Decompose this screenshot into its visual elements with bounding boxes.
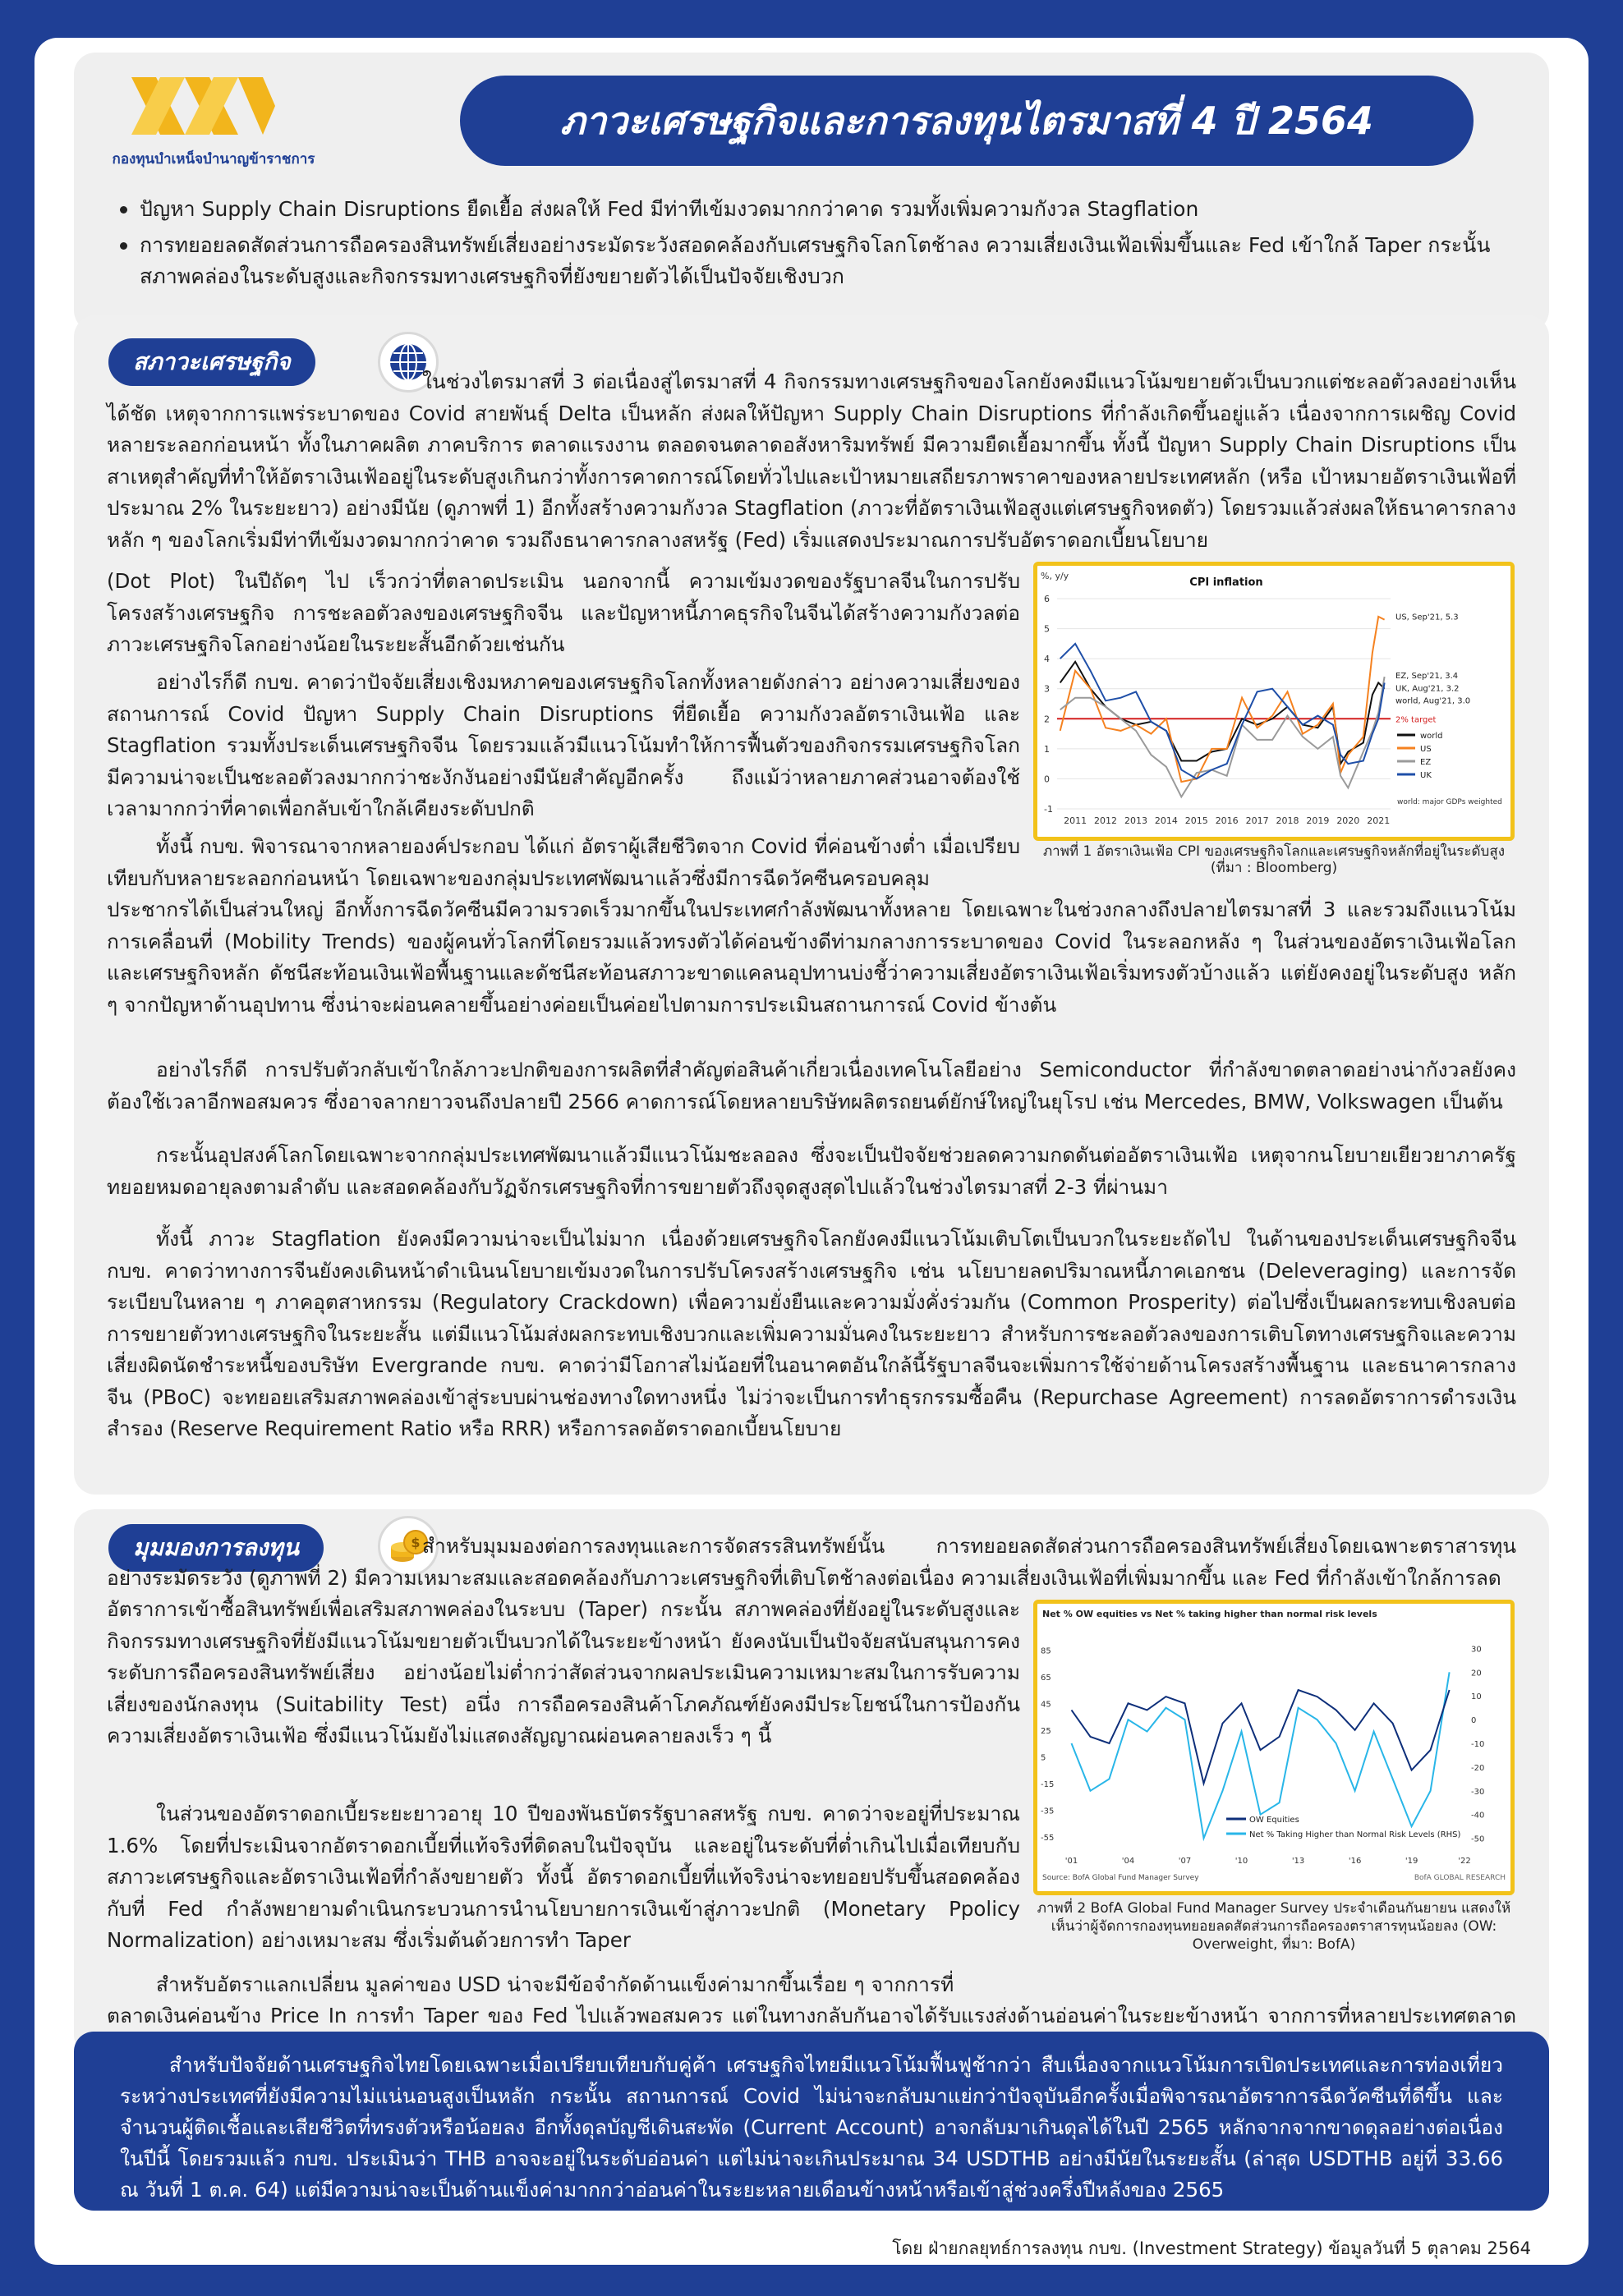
chart2-ytick-left: 45 xyxy=(1041,1700,1051,1710)
highlight-item: ปัญหา Supply Chain Disruptions ยืดเยื้อ ส่งผลให้ Fed มีท่าทีเข้มงวดมากกว่าคาด รวมทั้งเพิ่มความกังวล Stagflation xyxy=(117,194,1529,225)
chart2-ytick-left: 25 xyxy=(1041,1726,1051,1736)
investment-section xyxy=(74,1509,1549,2056)
chart2-ytick-right: -50 xyxy=(1471,1835,1485,1844)
economy-paragraph-3b: ประชากรได้เป็นส่วนใหญ่ อีกทั้งการฉีดวัคซีนมีความรวดเร็วมากขึ้นในประเทศกำลังพัฒนาทั้งหลาย โดยเฉพาะในช่วงกลางถึงปลายไตรมาสที่ 3 และรวมถึงแนวโน้มการเคลื่อนที่ (Mobility Trends) ของผู้คนทั่วโลกที่โดยรวมแล้วทรงตัวได้ค่อนข้างดีท่ามกลางการระบาดของ Covid ในระลอกหลัง ๆ ในส่วนของอัตราเงินเฟ้อโลกและเศรษฐกิจหลัก ดัชนีสะท้อนเงินเฟ้อพื้นฐานและดัชนีสะท้อนสภาวะขาดแคลนอุปทานบ่งชี้ว่าความเสี่ยงอัตราเงินเฟ้อเริ่มทรงตัวบ้างแล้ว แต่ยังคงอยู่ในระดับสูง หลัก ๆ จากปัญหาด้านอุปทาน ซึ่งน่าจะผ่อนคลายขึ้นอย่างค่อยเป็นค่อยไปตามการประเมินสถานการณ์ Covid ข้างต้น xyxy=(107,898,1516,1017)
chart2-title: Net % OW equities vs Net % taking higher than normal risk levels xyxy=(1042,1609,1377,1619)
chart1-xtick: 2013 xyxy=(1124,815,1147,826)
chart2-legend-label: Net % Taking Higher than Normal Risk Levels (RHS) xyxy=(1249,1830,1461,1839)
header-panel xyxy=(74,53,1549,332)
chart1-series-US xyxy=(1060,617,1385,782)
thai-outlook-box xyxy=(74,2032,1549,2211)
chart1-xtick: 2015 xyxy=(1184,815,1208,826)
chart1-source: (ที่มา : Bloomberg) xyxy=(1210,860,1338,876)
cpi-chart-frame xyxy=(1033,562,1515,841)
chart2-xtick: '16 xyxy=(1348,1857,1362,1866)
chart1-xtick: 2021 xyxy=(1367,815,1391,826)
investment-paragraph-1b: อัตราการเข้าซื้อสินทรัพย์เพื่อเสริมสภาพคล่องในระบบ (Taper) กระนั้น สภาพคล่องที่ยังอยู่ในระดับสูงและกิจกรรมทางเศรษฐกิจที่ยังมีแนวโน้มขยายตัวเป็นบวกได้ในระยะข้างหน้า ยังคงนับเป็นปัจจัยสนับสนุนการคงระดับการถือครองสินทรัพย์เสี่ยง อย่างน้อยไม่ต่ำกว่าสัดส่วนจากผลประเมินความเหมาะสมในการรับความเสี่ยงของนักลงทุน (Suitability Test) อนึ่ง การถือครองสินค้าโภคภัณฑ์ยังคงมีประโยชน์ในการป้องกันความเสี่ยงอัตราเงินเฟ้อ ซึ่งมีแนวโน้มยังไม่แสดงสัญญาณผ่อนคลายลงเร็ว ๆ นี้ xyxy=(107,1597,1020,1747)
highlight-item: การทยอยลดสัดส่วนการถือครองสินทรัพย์เสี่ยงอย่างระมัดระวังสอดคล้องกับเศรษฐกิจโลกโตช้าลง ความเสี่ยงเงินเฟ้อเพิ่มขึ้นและ Fed เข้าใกล้ Taper กระนั้น สภาพคล่องในระดับสูงและกิจกรรมทางเศรษฐกิจที่ยังขยายตัวได้เป็นปัจจัยเชิงบวก xyxy=(117,230,1529,292)
economy-paragraph-6: ทั้งนี้ ภาวะ Stagflation ยังคงมีความน่าจะเป็นไม่มาก เนื่องด้วยเศรษฐกิจโลกยังคงมีแนวโน้มเติบโตเป็นบวกในระยะถัดไป ในด้านของประเด็นเศรษฐกิจจีน กบข. คาดว่าทางการจีนยังคงเดินหน้าดำเนินนโยบายเข้มงวดในการปรับโครงสร้างเศรษฐกิจ เช่น นโยบายลดปริมาณหนี้ภาคเอกชน (Deleveraging) และการจัดระเบียบในหลาย ๆ ภาคอุตสาหกรรม (Regulatory Crackdown) เพื่อความยั่งยืนและความมั่งคั่งร่วมกัน (Common Prosperity) ต่อไปซึ่งเป็นผลกระทบเชิงลบต่อการขยายตัวทางเศรษฐกิจในระยะสั้น แต่มีแนวโน้มส่งผลกระทบเชิงบวกและเพิ่มความมั่นคงในระยะยาว สำหรับการชะลอตัวลงของการเติบโตทางเศรษฐกิจและความเสี่ยงผิดนัดชำระหนี้ของบริษัท Evergrande กบข. คาดว่ามีโอกาสไม่น้อยที่ในอนาคตอันใกล้นี้รัฐบาลจีนจะเพิ่มการใช้จ่ายด้านโครงสร้างพื้นฐาน และธนาคารกลางจีน (PBoC) จะทยอยเสริมสภาพคล่องเข้าสู่ระบบผ่านช่องทางใดทางหนึ่ง ไม่ว่าจะเป็นการทำธุรกรรมซื้อคืน (Repurchase Agreement) การลดอัตราการดำรงเงินสำรอง (Reserve Requirement Ratio หรือ RRR) หรือการลดอัตราดอกเบี้ยนโยบาย xyxy=(107,1227,1516,1440)
chart1-caption: ภาพที่ 1 อัตราเงินเฟ้อ CPI ของเศรษฐกิจโลกและเศรษฐกิจหลักที่อยู่ในระดับสูง xyxy=(1042,843,1506,860)
chart2-xtick: '01 xyxy=(1064,1857,1078,1866)
svg-text:$: $ xyxy=(411,1535,421,1550)
highlights-list xyxy=(117,194,1529,297)
report-page xyxy=(34,38,1589,2265)
chart2-legend-label: OW Equities xyxy=(1249,1816,1299,1825)
chart1-legend-label: UK xyxy=(1420,771,1432,780)
cpi-inflation-chart xyxy=(1037,566,1510,837)
chart1-ytick: 1 xyxy=(1044,743,1050,755)
chart1-xtick: 2019 xyxy=(1306,815,1330,826)
chart1-ytick: 3 xyxy=(1044,683,1050,695)
chart1-note: world: major GDPs weighted xyxy=(1397,798,1502,806)
chart1-xtick: 2014 xyxy=(1154,815,1178,826)
chart1-xtick: 2020 xyxy=(1336,815,1360,826)
economy-paragraph-4: อย่างไรก็ดี การปรับตัวกลับเข้าใกล้ภาวะปกติของการผลิตที่สำคัญต่อสินค้าเกี่ยวเนื่องเทคโนโลยีอย่าง Semiconductor ที่กำลังขาดตลาดอย่างน่ากังวลยังคงต้องใช้เวลาอีกพอสมควร ซึ่งอาจลากยาวจนถึงปลายปี 2566 คาดการณ์โดยหลายบริษัทผลิตรถยนต์ยักษ์ใหญ่ในยุโรป เช่น Mercedes, BMW, Volkswagen เป็นต้น xyxy=(107,1058,1516,1114)
economy-section xyxy=(74,315,1549,1495)
investment-paragraph-3b: ตลาดเงินค่อนข้าง Price In การทำ Taper ของ Fed ไปแล้วพอสมควร แต่ในทางกลับกันอาจได้รับแรงส่งด้านอ่อนค่าในระยะข้างหน้า จากการที่หลายประเทศตลาด xyxy=(107,2004,1516,2027)
bofa-fms-chart xyxy=(1037,1604,1510,1891)
chart2-brand: BofA GLOBAL RESEARCH xyxy=(1414,1874,1506,1882)
chart2-ytick-right: 10 xyxy=(1471,1692,1482,1702)
gpf-logo xyxy=(107,69,315,176)
investment-paragraph-2: ในส่วนของอัตราดอกเบี้ยระยะยาวอายุ 10 ปีของพันธบัตรรัฐบาลสหรัฐ กบข. คาดว่าจะอยู่ที่ประมาณ 1.6% โดยที่ประเมินจากอัตราดอกเบี้ยที่แท้จริงที่ติดลบในปัจจุบัน และอยู่ในระดับที่ต่ำเกินไปเมื่อเทียบกับสภาวะเศรษฐกิจและอัตราเงินเฟ้อที่กำลังขยายตัว ทั้งนี้ อัตราดอกเบี้ยที่แท้จริงน่าจะทยอยปรับขึ้นสอดคล้องกับที่ Fed กำลังพยายามดำเนินกระบวนการนำนโยบายการเงินเข้าสู่ภาวะปกติ (Monetary Ppolicy Normalization) อย่างเหมาะสม ซึ่งเริ่มต้นด้วยการทำ Taper xyxy=(107,1802,1020,1952)
chart2-xtick: '10 xyxy=(1234,1857,1248,1866)
thai-outlook-text: สำหรับปัจจัยด้านเศรษฐกิจไทยโดยเฉพาะเมื่อเปรียบเทียบกับคู่ค้า เศรษฐกิจไทยมีแนวโน้มฟื้นฟูช้ากว่า สืบเนื่องจากแนวโน้มการเปิดประเทศและการท่องเที่ยวระหว่างประเทศที่ยังมีความไม่แน่นอนสูงเป็นหลัก กระนั้น สถานการณ์ Covid ไม่น่าจะกลับมาแย่กว่าปัจจุบันอีกครั้งเมื่อพิจารณาอัตราการฉีดวัคซีนที่ดีขึ้น และจำนวนผู้ติดเชื้อและเสียชีวิตที่ทรงตัวหรือน้อยลง อีกทั้งดุลบัญชีเดินสะพัด (Current Account) อาจกลับมาเกินดุลได้ในปี 2565 หลักจากจากขาดดุลอย่างต่อเนื่องในปีนี้ โดยรวมแล้ว กบข. ประเมินว่า THB อาจจะอยู่ในระดับอ่อนค่า แต่ไม่น่าจะเกินประมาณ 34 USDTHB อย่างมีนัยในระยะสั้น (ล่าสุด USDTHB อยู่ที่ 33.66 ณ วันที่ 1 ต.ค. 64) แต่มีความน่าจะเป็นด้านแข็งค่ามากกว่าอ่อนค่าในระยะหลายเดือนข้างหน้าหรือเข้าสู่ช่วงครึ่งปีหลังของ 2565 xyxy=(120,2053,1503,2202)
chart1-title: CPI inflation xyxy=(1189,576,1263,589)
fms-chart-frame xyxy=(1033,1600,1515,1895)
chart1-ytick: 4 xyxy=(1044,654,1050,665)
economy-paragraph-3a: ทั้งนี้ กบข. พิจารณาจากหลายองค์ประกอบ ได้แก่ อัตราผู้เสียชีวิตจาก Covid ที่ค่อนข้างต่ำ เมื่อเปรียบเทียบกับหลายระลอกก่อนหน้า โดยเฉพาะของกลุ่มประเทศพัฒนาแล้วซึ่งมีการฉีดวัคซีนครอบคลุม xyxy=(107,834,1020,890)
chart1-ytick: 6 xyxy=(1044,594,1050,604)
chart2-ytick-right: -40 xyxy=(1471,1811,1485,1821)
chart1-series-UK xyxy=(1060,644,1385,779)
investment-tag: มุมมองการลงทุน xyxy=(108,1524,324,1572)
chart1-ytick: -1 xyxy=(1044,804,1053,815)
economy-paragraph-5: กระนั้นอุปสงค์โลกโดยเฉพาะจากกลุ่มประเทศพัฒนาแล้วมีแนวโน้มชะลอลง ซึ่งจะเป็นปัจจัยช่วยลดความกดดันต่ออัตราเงินเฟ้อ เหตุจากนโยบายเยียวยาภาครัฐทยอยหมดอายุลงตามลำดับ และสอดคล้องกับวัฏจักรเศรษฐกิจที่การขยายตัวถึงจุดสูงสุดไปแล้วในช่วงไตรมาสที่ 2-3 ที่ผ่านมา xyxy=(107,1143,1516,1199)
chart1-annotation: US, Sep'21, 5.3 xyxy=(1395,613,1459,622)
chart1-legend-label: world xyxy=(1420,732,1443,741)
footer-note: โดย ฝ่ายกลยุทธ์การลงทุน กบข. (Investment Strategy) ข้อมูลวันที่ 5 ตุลาคม 2564 xyxy=(892,2239,1531,2258)
chart2-ytick-left: 85 xyxy=(1041,1646,1051,1656)
logo-mark-icon xyxy=(107,69,312,143)
investment-paragraph-3a: สำหรับอัตราแลกเปลี่ยน มูลค่าของ USD น่าจะมีข้อจำกัดด้านแข็งค่ามากขึ้นเรื่อย ๆ จากการที่ xyxy=(156,1972,954,1996)
chart1-xtick: 2016 xyxy=(1215,815,1239,826)
logo-name: กองทุนบำเหน็จบำนาญข้าราชการ xyxy=(112,151,315,168)
economy-tag: สภาวะเศรษฐกิจ xyxy=(108,338,315,386)
chart2-ytick-left: -55 xyxy=(1041,1833,1055,1843)
page-title: ภาวะเศรษฐกิจและการลงทุนไตรมาสที่ 4 ปี 2564 xyxy=(460,76,1474,166)
chart1-ytick: 2 xyxy=(1044,714,1050,725)
chart1-annotation: EZ, Sep'21, 3.4 xyxy=(1395,672,1459,682)
economy-paragraph-1b: (Dot Plot) ในปีถัดๆ ไป เร็วกว่าที่ตลาดประเมิน นอกจากนี้ ความเข้มงวดของรัฐบาลจีนในการปรับโครงสร้างเศรษฐกิจ การชะลอตัวลงของเศรษฐกิจจีน และปัญหาหนี้ภาคธุรกิจในจีนได้สร้างความกังวลต่อภาวะเศรษฐกิจโลกอย่างน้อยในระยะสั้นอีกด้วยเช่นกัน xyxy=(107,569,1020,656)
chart2-xtick: '22 xyxy=(1458,1857,1471,1866)
chart1-ytick: 5 xyxy=(1044,623,1050,635)
chart1-legend-label: US xyxy=(1420,745,1432,754)
chart2-ytick-left: -35 xyxy=(1041,1807,1055,1816)
economy-paragraph-2: อย่างไรก็ดี กบข. คาดว่าปัจจัยเสี่ยงเชิงมหภาคของเศรษฐกิจโลกทั้งหลายดังกล่าว อย่างความเสี่ยงของสถานการณ์ Covid ปัญหา Supply Chain Disruptions ที่ยืดเยื้อ ความกังวลอัตราเงินเฟ้อ และ Stagflation รวมทั้งประเด็นเศรษฐกิจจีน โดยรวมแล้วมีแนวโน้มทำให้การฟื้นตัวของกิจกรรมเศรษฐกิจโลกมีความน่าจะเป็นชะลอตัวลงมากกว่าชะงักงันอย่างมีนัยสำคัญอีกครั้ง ถึงแม้ว่าหลายภาคส่วนอาจต้องใช้เวลามากกว่าที่คาดเพื่อกลับเข้าใกล้เคียงระดับปกติ xyxy=(107,670,1020,820)
chart2-xtick: '04 xyxy=(1121,1857,1135,1866)
chart1-ytick: 0 xyxy=(1044,774,1050,785)
chart1-annotation: world, Aug'21, 3.0 xyxy=(1395,696,1471,706)
chart2-xtick: '07 xyxy=(1178,1857,1192,1866)
chart2-series-ow-equities xyxy=(1072,1690,1450,1784)
chart2-ytick-right: -30 xyxy=(1471,1787,1485,1797)
chart2-ytick-left: 65 xyxy=(1041,1673,1051,1683)
chart2-xtick: '19 xyxy=(1405,1857,1418,1866)
chart1-annotation: UK, Aug'21, 3.2 xyxy=(1395,684,1460,694)
chart2-series-risk-levels xyxy=(1072,1672,1450,1838)
chart2-ytick-right: 20 xyxy=(1471,1669,1482,1678)
chart1-target-label: 2% target xyxy=(1395,715,1437,725)
chart1-legend-label: EZ xyxy=(1420,758,1432,767)
chart2-caption: ภาพที่ 2 BofA Global Fund Manager Survey ประจำเดือนกันยายน แสดงให้เห็นว่าผู้จัดการกองทุนทยอยลดสัดส่วนการถือครองตราสารทุนน้อยลง (OW: Overweight, ที่มา: BofA) xyxy=(1037,1900,1511,1953)
economy-paragraph-1: ในช่วงไตรมาสที่ 3 ต่อเนื่องสู่ไตรมาสที่ 4 กิจกรรมทางเศรษฐกิจของโลกยังคงมีแนวโน้มขยายตัวเป็นบวกแต่ชะลอตัวลงอย่างเห็นได้ชัด เหตุจากการแพร่ระบาดของ Covid สายพันธุ์ Delta เป็นหลัก ส่งผลให้ปัญหา Supply Chain Disruptions ที่กำลังเกิดขึ้นอยู่แล้ว เนื่องจากการเผชิญ Covid หลายระลอกก่อนหน้า ทั้งในภาคผลิต ภาคบริการ ตลาดแรงงาน ตลอดจนตลาดอสังหาริมทรัพย์ มีความยืดเยื้อมากขึ้น ทั้งนี้ ปัญหา Supply Chain Disruptions เป็นสาเหตุสำคัญที่ทำให้อัตราเงินเฟ้ออยู่ในระดับสูงเกินกว่าทั้งการคาดการณ์โดยทั่วไปและเป้าหมายเสถียรภาพราคาของหลายประเทศหลัก (หรือ เป้าหมายอัตราเงินเฟ้อที่ประมาณ 2% ในระยะยาว) อย่างมีนัย (ดูภาพที่ 1) อีกทั้งสร้างความกังวล Stagflation (ภาวะที่อัตราเงินเฟ้อสูงแต่เศรษฐกิจหดตัว) โดยรวมแล้วส่งผลให้ธนาคารกลางหลัก ๆ ของโลกเริ่มมีท่าทีเข้มงวดมากกว่าคาด รวมถึงธนาคารกลางสหรัฐ (Fed) เริ่มแสดงประมาณการปรับอัตราดอกเบี้ยนโยบาย xyxy=(107,370,1516,552)
chart1-ylabel: %, y/y xyxy=(1041,571,1069,581)
chart2-ytick-left: -15 xyxy=(1041,1779,1055,1789)
chart2-source: Source: BofA Global Fund Manager Survey xyxy=(1042,1874,1199,1882)
chart2-ytick-right: -10 xyxy=(1471,1740,1485,1749)
chart1-xtick: 2011 xyxy=(1064,815,1087,826)
investment-paragraph-1a: สำหรับมุมมองต่อการลงทุนและการจัดสรรสินทรัพย์นั้น การทยอยลดสัดส่วนการถือครองสินทรัพย์เสี่ยงโดยเฉพาะตราสารทุนอย่างระมัดระวัง (ดูภาพที่ 2) มีความเหมาะสมและสอดคล้องกับภาวะเศรษฐกิจที่เติบโตช้าลงต่อเนื่อง ความเสี่ยงเงินเฟ้อที่เพิ่มมากขึ้น และ Fed ที่กำลังเข้าใกล้การลด xyxy=(107,1534,1516,1590)
chart2-ytick-right: 30 xyxy=(1471,1645,1482,1655)
chart2-xtick: '13 xyxy=(1291,1857,1305,1866)
chart1-xtick: 2017 xyxy=(1245,815,1269,826)
chart1-xtick: 2018 xyxy=(1276,815,1299,826)
chart2-ytick-right: 0 xyxy=(1471,1716,1477,1726)
chart1-xtick: 2012 xyxy=(1094,815,1118,826)
chart2-ytick-right: -20 xyxy=(1471,1763,1485,1773)
chart2-ytick-left: 5 xyxy=(1041,1753,1046,1763)
